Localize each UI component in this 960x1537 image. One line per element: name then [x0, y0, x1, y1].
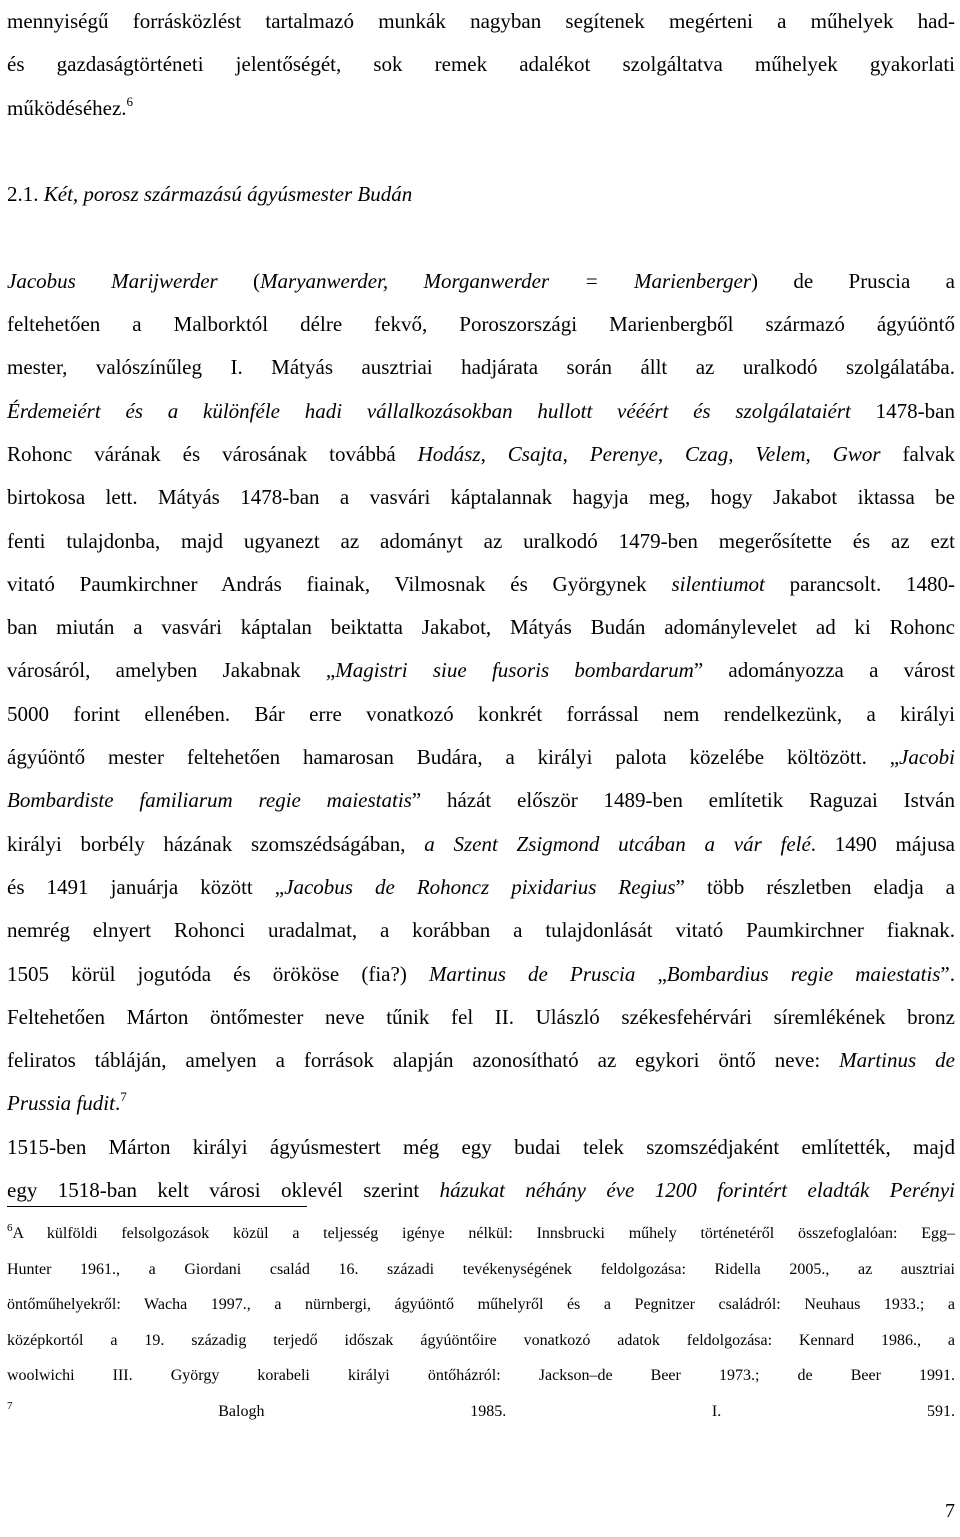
- text-run: ” több részletben eladja a: [675, 874, 956, 899]
- text-run: vitató Paumkirchner András fiainak, Vilmosnak és Györgynek: [7, 571, 672, 596]
- text-run: nemrég elnyert Rohonci uradalmat, a korábban a tulajdonlását vitató Paumkirchner fiaknak.: [7, 918, 955, 943]
- italic-run: Jacobi: [899, 745, 955, 770]
- footnote-marker: 6: [7, 1222, 13, 1234]
- text-run: egy 1518-ban kelt városi oklevél szerint: [7, 1178, 440, 1203]
- body-text: [7, 0, 955, 1212]
- text-run: működéséhez.: [7, 95, 127, 120]
- text-run: Balogh 1985. I. 591.: [12, 1402, 955, 1420]
- page-number: 7: [945, 1500, 955, 1522]
- text-run: ) de Pruscia a: [751, 268, 955, 293]
- italic-run: Martinus de: [839, 1048, 955, 1073]
- italic-run: silentiumot: [671, 571, 765, 596]
- footnote-separator: [7, 1206, 307, 1207]
- body-line: [7, 1039, 955, 1082]
- text-run: Hunter 1961., a Giordani család 16. századi tevékenységének feldolgozása: Ridella 2005., az ausztriai: [7, 1260, 955, 1278]
- italic-run: Jacobus Marijwerder: [7, 268, 218, 293]
- body-line: [7, 996, 955, 1039]
- italic-run: a Szent Zsigmond utcában a vár felé: [424, 831, 811, 856]
- text-run: birtokosa lett. Mátyás 1478-ban a vasvári káptalannak hagyja meg, hogy Jakabot iktassa be: [7, 485, 955, 510]
- body-line: [7, 43, 955, 86]
- text-run: „: [635, 961, 667, 986]
- italic-run: házukat néhány éve 1200 forintért eladták Perényi: [439, 1178, 955, 1203]
- italic-run: Két, porosz származású ágyúsmester Budán: [43, 182, 413, 207]
- body-line: [7, 649, 955, 692]
- footnote-line: [7, 1252, 955, 1288]
- text-run: ” adományozza a várost: [693, 658, 955, 683]
- body-line: [7, 303, 955, 346]
- text-run: középkortól a 19. századig terjedő időszak ágyúöntőire vonatkozó adatok feldolgozása: Kennard 1986., a: [7, 1331, 955, 1349]
- body-line: [7, 87, 955, 130]
- italic-run: Érdemeiért és a különféle hadi vállalkozásokban hullott vééért és szolgálataiért: [7, 398, 851, 423]
- body-line: [7, 693, 955, 736]
- text-run: parancsolt. 1480-: [764, 571, 955, 596]
- text-run: királyi borbély házának szomszédságában,: [7, 831, 425, 856]
- body-line: [7, 736, 955, 779]
- body-line: [7, 0, 955, 43]
- text-run: 1515-ben Márton királyi ágyúsmestert még egy budai telek szomszédjaként említették, majd: [7, 1134, 955, 1159]
- text-run: ” házát először 1489-ben említetik Raguzai István: [411, 788, 955, 813]
- text-run: és gazdaságtörténeti jelentőségét, sok remek adalékot szolgáltatva műhelyek gyakorlati: [7, 52, 955, 77]
- italic-run: Hodász, Csajta, Perenye, Czag, Velem, Gwor: [417, 441, 881, 466]
- text-run: woolwichi III. György korabeli királyi öntőházról: Jackson–de Beer 1973.; de Beer 1991.: [7, 1367, 955, 1385]
- document-page: [7, 0, 955, 1212]
- italic-run: Martinus de Pruscia: [428, 961, 636, 986]
- text-run: 2.1.: [7, 182, 44, 207]
- footnote-line: [7, 1323, 955, 1359]
- footnote-marker: 7: [7, 1399, 13, 1412]
- text-run: ban miután a vasvári káptalan beiktatta Jakabot, Mátyás Budán adománylevelet ad ki Rohonc: [7, 615, 955, 640]
- text-run: Rohonc várának és városának továbbá: [7, 441, 418, 466]
- text-run: mester, valószínűleg I. Mátyás ausztriai hadjárata során állt az uralkodó szolgálatába.: [7, 355, 955, 380]
- italic-run: Magistri siue fusoris bombardarum: [335, 658, 694, 683]
- footnote-line: [7, 1358, 955, 1394]
- footnote-marker: 7: [120, 1089, 127, 1105]
- text-run: ”.: [940, 961, 955, 986]
- text-run: öntőműhelyekről: Wacha 1997., a nürnbergi, ágyúöntő műhelyről és a Pegnitzer családról: Neuhaus 1933.; a: [7, 1296, 955, 1314]
- body-line: [7, 346, 955, 389]
- paragraph-gap: [7, 216, 955, 259]
- text-run: ágyúöntő mester feltehetően hamarosan Budára, a királyi palota közelébe költözött. „: [7, 745, 900, 770]
- body-line: [7, 476, 955, 519]
- text-run: A külföldi felsolgozások közül a teljesség igénye nélkül: Innsbrucki műhely történetéről összefoglalóan: Egg–: [12, 1225, 955, 1242]
- italic-run: Bombardiste familiarum regie maiestatis: [7, 788, 412, 813]
- footnote-line: [7, 1394, 955, 1430]
- body-line: [7, 953, 955, 996]
- body-line: [7, 433, 955, 476]
- body-line: [7, 390, 955, 433]
- body-line: [7, 909, 955, 952]
- italic-run: Bombardius regie maiestatis: [666, 961, 941, 986]
- body-line: [7, 779, 955, 822]
- text-run: 1478-ban: [850, 398, 955, 423]
- footnote-line: [7, 1287, 955, 1323]
- text-run: falvak: [880, 441, 955, 466]
- text-run: feltehetően a Malborktól délre fekvő, Poroszországi Marienbergből származó ágyúöntő: [7, 312, 955, 337]
- body-line: [7, 606, 955, 649]
- text-run: .: [114, 1091, 121, 1116]
- text-run: (: [217, 268, 261, 293]
- text-run: mennyiségű forrásközlést tartalmazó munkák nagyban segítenek megérteni a műhelyek had-: [7, 9, 955, 33]
- footnote-line: [7, 1216, 955, 1252]
- body-line: [7, 563, 955, 606]
- body-line: [7, 1126, 955, 1169]
- body-line: [7, 823, 955, 866]
- text-run: Feltehetően Márton öntőmester neve tűnik fel II. Ulászló székesfehérvári síremlékének bronz: [7, 1004, 955, 1029]
- body-line: [7, 260, 955, 303]
- body-line: [7, 866, 955, 909]
- text-run: és 1491 januárja között „: [7, 874, 285, 899]
- body-line: [7, 173, 955, 216]
- body-line: [7, 520, 955, 563]
- italic-run: Jacobus de Rohoncz pixidarius Regius: [284, 874, 676, 899]
- footnote-marker: 6: [126, 93, 134, 109]
- paragraph-gap: [7, 130, 955, 173]
- italic-run: Maryanwerder, Morganwerder = Marienberger: [260, 268, 752, 293]
- text-run: 5000 forint ellenében. Bár erre vonatkozó konkrét forrással nem rendelkezünk, a királyi: [7, 701, 955, 726]
- text-run: feliratos tábláján, amelyen a források alapján azonosítható az egykori öntő neve:: [7, 1048, 840, 1073]
- footnotes: [7, 1216, 955, 1430]
- italic-run: Prussia fudit: [7, 1091, 115, 1116]
- text-run: . 1490 májusa: [810, 831, 956, 856]
- text-run: 1505 körül jogutóda és örököse (fia?): [7, 961, 429, 986]
- text-run: városáról, amelyben Jakabnak „: [7, 658, 336, 683]
- text-run: fenti tulajdonba, majd ugyanezt az adományt az uralkodó 1479-ben megerősítette és az ezt: [7, 528, 955, 553]
- body-line: [7, 1082, 955, 1125]
